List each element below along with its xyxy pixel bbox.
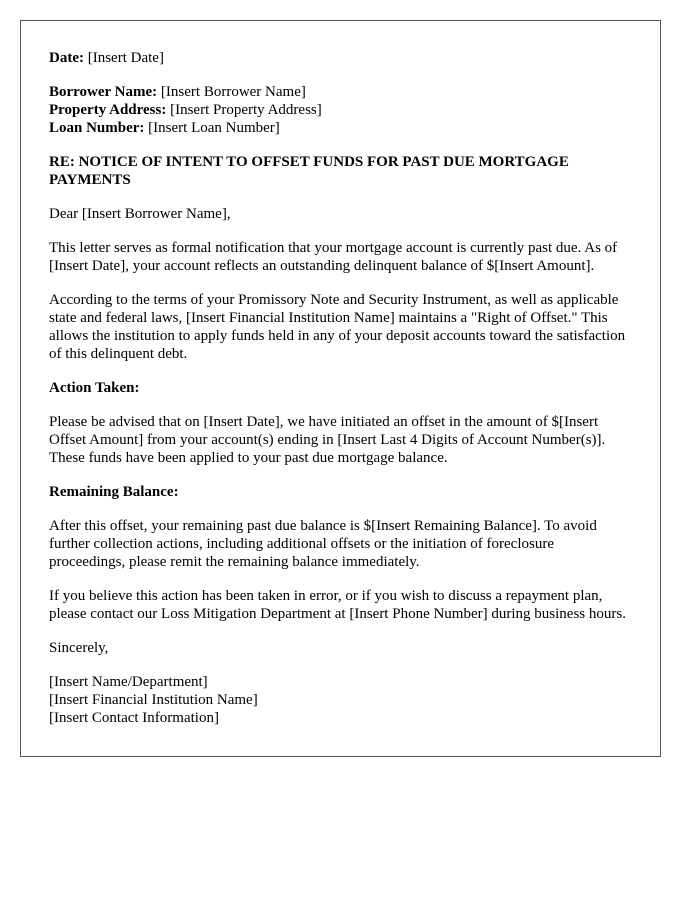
date-label: Date: — [49, 50, 84, 66]
action-heading — [49, 379, 632, 397]
date-line — [49, 49, 632, 67]
action-paragraph: Please be advised that on [Insert Date], we have initiated an offset in the amount of $[Insert Offset Amount] from your account(s) ending in [Insert Last 4 Digits of Account Number(s)]. These funds have been applied to your past due mortgage balance. — [49, 414, 606, 466]
property-value: [Insert Property Address] — [170, 102, 322, 118]
date-value: [Insert Date] — [87, 50, 164, 66]
loan-value: [Insert Loan Number] — [148, 120, 280, 136]
signature-contact: [Insert Contact Information] — [49, 710, 219, 726]
intro-paragraph: This letter serves as formal notification that your mortgage account is currently past due. As of [Insert Date], your account reflects an outstanding delinquent balance of $[Insert Amount]. — [49, 240, 618, 274]
subject-line: RE: NOTICE OF INTENT TO OFFSET FUNDS FOR PAST DUE MORTGAGE PAYMENTS — [49, 154, 569, 188]
signature-institution: [Insert Financial Institution Name] — [49, 692, 258, 708]
remaining-paragraph: After this offset, your remaining past due balance is $[Insert Remaining Balance]. To avoid further collection actions, including additional offsets or the initiation of foreclosure proceedings, please remit the remaining balance immediately. — [49, 518, 597, 570]
remaining-heading — [49, 483, 632, 501]
contact-paragraph: If you believe this action has been taken in error, or if you wish to discuss a repayment plan, please contact our Loss Mitigation Department at [Insert Phone Number] during business hours. — [49, 588, 626, 622]
borrower-value: [Insert Borrower Name] — [160, 84, 306, 100]
signature-block — [49, 673, 632, 727]
closing: Sincerely, — [49, 640, 109, 656]
letter — [20, 20, 661, 757]
borrower-label: Borrower Name: — [49, 84, 158, 100]
property-label: Property Address: — [49, 102, 167, 118]
loan-label: Loan Number: — [49, 120, 145, 136]
terms-paragraph: According to the terms of your Promissory Note and Security Instrument, as well as applicable state and federal laws, [Insert Financial Institution Name] maintains a "Right of Offset." This allows the institution to apply funds held in any of your deposit accounts toward the satisfaction of this delinquent debt. — [49, 292, 626, 362]
salutation: Dear [Insert Borrower Name], — [49, 206, 231, 222]
account-details — [49, 83, 632, 137]
action-heading-text: Action Taken: — [49, 380, 140, 396]
remaining-heading-text: Remaining Balance: — [49, 484, 179, 500]
signature-name: [Insert Name/Department] — [49, 674, 208, 690]
